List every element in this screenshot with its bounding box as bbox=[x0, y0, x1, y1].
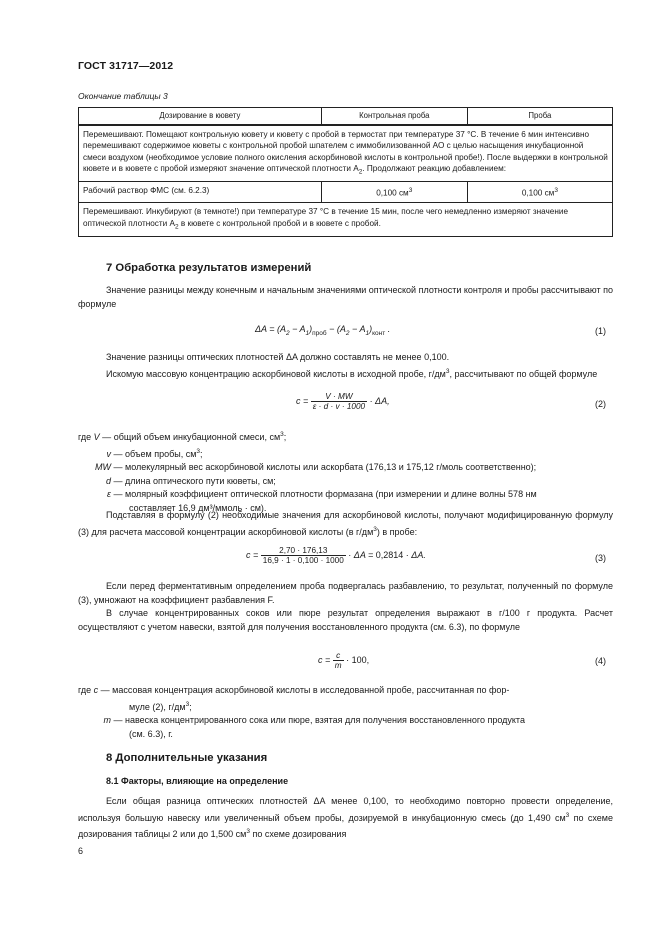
formula-subscript: конт bbox=[372, 329, 386, 337]
paragraph-text bbox=[78, 509, 613, 539]
row-text-end: . Продолжают реакцию добавлением: bbox=[362, 164, 506, 173]
unit-exp: 3 bbox=[565, 811, 570, 819]
row-text: Перемешивают. Инкубируют (в темноте!) при температуре 37 °С в течение 15 мин, после чего немедленно измеряют значение оптической плотности А bbox=[83, 207, 568, 228]
definition-item: где c — массовая концентрация аскорбиновой кислоты в исследованной пробе, рассчитанная по фор- bbox=[78, 685, 510, 695]
procedure-table bbox=[78, 107, 613, 237]
equation-number: (3) bbox=[595, 553, 606, 563]
variable-definitions-2 bbox=[78, 684, 618, 741]
paragraph-text: Если перед ферментативным определением проба подвергалась разбавлению, то результат, полученный по формуле (3), умножают на коэффициент разбавления F. bbox=[78, 581, 613, 605]
row-text: Перемешивают. Помещают контрольную кювету и кювету с пробой в термостат при температуре 37 °С. В течение 6 мин интенсивно перемешивают содержимое кюветы с контрольной пробой шпателем с иммобилизованной АО с целью насыщения инкубационной смеси воздухом (необходимое условие полного окисления аскорбиновой кислоты в контрольной пробе!). После выдержки в контрольной кювете и в кювете с пробой измеряют значение оптической плотности А bbox=[83, 129, 608, 173]
text-span: Искомую массовую концентрацию аскорбиновой кислоты в исходной пробе, г/дм bbox=[106, 368, 446, 379]
row-text-end: в кювете с контрольной пробой и в кювете с пробой. bbox=[178, 218, 381, 228]
table-header-cell: Проба bbox=[467, 108, 612, 125]
text-span: по схеме дозирования таблицы 2 или до 1,500 см bbox=[78, 812, 613, 839]
fraction: $\frac{2,70 \cdot 176,13}{16,9 \cdot 1 \cdot 0,100 \cdot 1000}$ bbox=[262, 546, 344, 565]
unit-exp: 3 bbox=[185, 700, 190, 708]
definition-text: длина оптического пути кюветы, см; bbox=[125, 475, 276, 486]
document-header: ГОСТ 31717—2012 bbox=[78, 60, 174, 72]
unit-exp: 3 bbox=[445, 367, 450, 375]
definition-item: m — навеска концентрированного сока или пюре, взятая для получения восстановленного продукта bbox=[103, 715, 525, 725]
paragraph bbox=[78, 509, 613, 539]
paragraph bbox=[78, 284, 613, 311]
definition-item: где V — общий объем инкубационной смеси, $см^3$; bbox=[78, 431, 287, 442]
definition-item-cont: муле (2), $г/дм^3$; bbox=[129, 700, 192, 712]
definition-text: молекулярный вес аскорбиновой кислоты или аскорбата (176,13 и 175,12 г/моль соответственно); bbox=[125, 462, 537, 472]
definition-text: навеска концентрированного сока или пюре, взятая для получения восстановленного продукта bbox=[125, 715, 525, 725]
table-header-cell: Контрольная проба bbox=[321, 108, 467, 125]
unit-exp: 3 bbox=[408, 187, 413, 195]
where-word: где bbox=[78, 432, 92, 442]
paragraph bbox=[78, 351, 613, 381]
definition-text: муле (2), г/дм bbox=[129, 701, 186, 712]
table-cell bbox=[321, 182, 467, 203]
subscript: 2 bbox=[174, 223, 179, 231]
unit-exp: 3 bbox=[373, 525, 377, 533]
subscript: 2 bbox=[358, 168, 363, 176]
table-row bbox=[79, 203, 613, 237]
section-8-title: 8 Дополнительные указания bbox=[106, 752, 268, 764]
formula-2: c = $\frac{V \cdot MW}{\varepsilon \cdot d \cdot v \cdot 1000}$ · ΔA, bbox=[296, 392, 390, 411]
paragraph-text bbox=[78, 795, 613, 842]
table-caption: Окончание таблицы 3 bbox=[78, 91, 168, 101]
definition-text: массовая концентрация аскорбиновой кислоты в исследованной пробе, рассчитанная по фор- bbox=[112, 685, 510, 695]
definition-item: d — длина оптического пути кюветы, см; bbox=[105, 475, 276, 486]
unit-exp: 3 bbox=[196, 447, 201, 455]
definition-item: MW — молекулярный вес аскорбиновой кислоты или аскорбата (176,13 и 175,12 г/моль соответственно); bbox=[95, 462, 537, 472]
definition-item-cont: составляет 16,9 дм³/ммоль · см). bbox=[129, 502, 267, 513]
value: 0,100 см bbox=[521, 188, 555, 198]
paragraph bbox=[78, 580, 613, 634]
formula-1: $\Delta A = (A_2 - A_1)_{проб} - (A_2 - A_1)_{конт}$ . bbox=[255, 324, 391, 337]
definition-text: общий объем инкубационной смеси, см bbox=[113, 432, 281, 442]
formula-subscript: проб bbox=[312, 329, 327, 337]
text-span: Подставляя в формулу (2) необходимые значения для аскорбиновой кислоты, получают модифицированную формулу (3) для расчета массовой концентрации аскорбиновой кислоты (в г/дм bbox=[78, 510, 613, 537]
subsection-8-1-title: 8.1 Факторы, влияющие на определение bbox=[106, 776, 289, 786]
definition-item: v — объем пробы, $см^3$; bbox=[106, 447, 203, 459]
fraction: $\frac{c}{m}$ bbox=[334, 651, 342, 670]
where-word: где bbox=[78, 685, 92, 695]
text-span: по схеме дозирования bbox=[249, 829, 347, 839]
paragraph-text: В случае концентрированных соков или пюре результат определения выражают в г/100 г продукта. Расчет осуществляют с учетом навески, взятой для получения восстановленного продукта (см. 6.3), по формуле bbox=[78, 608, 613, 632]
text-span: Если общая разница оптических плотностей ΔA менее 0,100, то необходимо повторно провести определение, используя большую навеску или увеличенный объем пробы, дозируемой в инкубационную смесь (до 1,490 см bbox=[78, 796, 613, 823]
text-span: , рассчитывают по общей формуле bbox=[449, 368, 598, 379]
unit-exp: 3 bbox=[554, 187, 558, 195]
equation-number: (4) bbox=[595, 656, 606, 666]
definition-item-cont: (см. 6.3), г. bbox=[129, 728, 173, 739]
text-span: ) в пробе: bbox=[376, 526, 418, 537]
page-number: 6 bbox=[78, 846, 84, 856]
paragraph-text: Значение разницы между конечным и начальным значениями оптической плотности контроля и пробы рассчитывают по формуле bbox=[78, 285, 613, 309]
equation-number: (2) bbox=[595, 399, 606, 409]
unit-exp: 3 bbox=[246, 828, 250, 835]
formula-4: c = $\frac{c}{m}$ · 100, bbox=[318, 651, 370, 670]
table-cell: Рабочий раствор ФМС (см. 6.2.3) bbox=[79, 182, 322, 203]
variable-definitions-1 bbox=[78, 428, 618, 515]
value: 0,100 см bbox=[376, 188, 409, 198]
table-cell bbox=[467, 182, 612, 203]
table-row bbox=[79, 125, 613, 182]
paragraph-text bbox=[78, 365, 613, 382]
paragraph-text: Значение разницы оптических плотностей ΔA должно составлять не менее 0,100. bbox=[106, 352, 450, 362]
formula-3: c = $\frac{2,70 \cdot 176,13}{16,9 \cdot 1 \cdot 0,100 \cdot 1000}$ · ΔA = 0,2814 · ΔA. bbox=[246, 546, 426, 565]
table-header-cell: Дозирование в кювету bbox=[79, 108, 322, 125]
equation-number: (1) bbox=[595, 326, 606, 336]
definition-item: ε — молярный коэффициент оптической плотности формазана (при измерении и длине волны 578 нм bbox=[107, 489, 537, 499]
section-7-title: 7 Обработка результатов измерений bbox=[106, 262, 312, 274]
definition-text: молярный коэффициент оптической плотности формазана (при измерении и длине волны 578 нм bbox=[125, 489, 537, 499]
paragraph bbox=[78, 795, 613, 842]
unit-exp: 3 bbox=[280, 431, 284, 438]
definition-text: объем пробы, см bbox=[125, 448, 197, 459]
fraction: $\frac{V \cdot MW}{\varepsilon \cdot d \cdot v \cdot 1000}$ bbox=[312, 392, 366, 411]
